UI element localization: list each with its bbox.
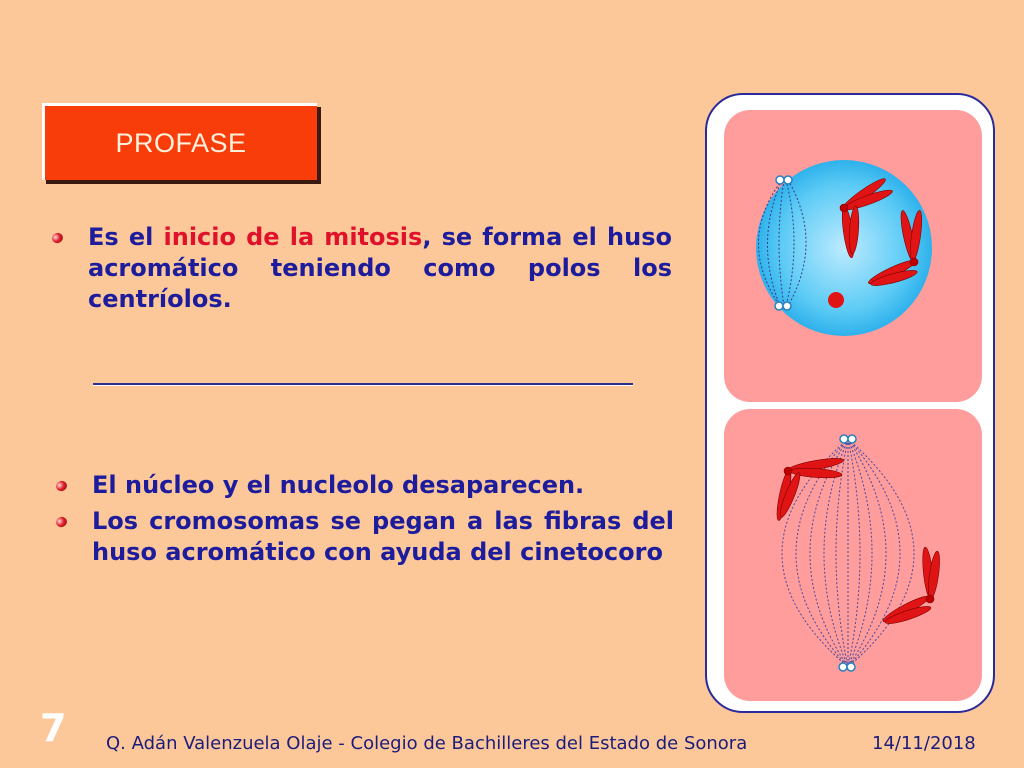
- slide-title-box: [42, 103, 317, 180]
- list-item: [88, 222, 672, 315]
- late-prophase-illustration: [724, 409, 982, 701]
- list-item: [92, 506, 674, 568]
- intro-highlight: inicio de la mitosis: [163, 223, 423, 251]
- nucleus: [756, 160, 932, 336]
- bullet-list: [92, 470, 674, 568]
- early-prophase-svg: [724, 110, 982, 402]
- centriole-top-icon: [840, 435, 856, 443]
- footer-date: 14/11/2018: [872, 733, 976, 754]
- list-item: [92, 470, 674, 501]
- red-bean-bullet-icon: [55, 515, 69, 528]
- bullet-text-2: Los cromosomas se pegan a las fibras del huso acromático con ayuda del cinetocoro: [92, 507, 674, 566]
- intro-paragraph: [88, 222, 672, 315]
- section-divider: [93, 383, 633, 385]
- chromosome-d: [881, 547, 942, 627]
- centriole-bottom-icon: [839, 663, 855, 671]
- slide-number: 7: [40, 706, 67, 750]
- red-bean-bullet-icon: [51, 231, 65, 244]
- slide-title: PROFASE: [115, 127, 247, 158]
- bullet-text-1: El núcleo y el nucleolo desaparecen.: [92, 471, 585, 499]
- intro-text-end: , se forma el huso acromático teniendo como polos los centríolos.: [88, 223, 673, 313]
- chromosomes: [774, 456, 942, 627]
- intro-text-start: Es el: [88, 223, 154, 251]
- chromosome-c: [774, 456, 844, 522]
- early-prophase-illustration: [724, 110, 982, 402]
- centriole-top-icon: [776, 176, 792, 184]
- footer-author: Q. Adán Valenzuela Olaje - Colegio de Bachilleres del Estado de Sonora: [106, 733, 748, 754]
- late-prophase-svg: [724, 409, 982, 701]
- nucleolus: [828, 292, 844, 308]
- red-bean-bullet-icon: [55, 479, 69, 492]
